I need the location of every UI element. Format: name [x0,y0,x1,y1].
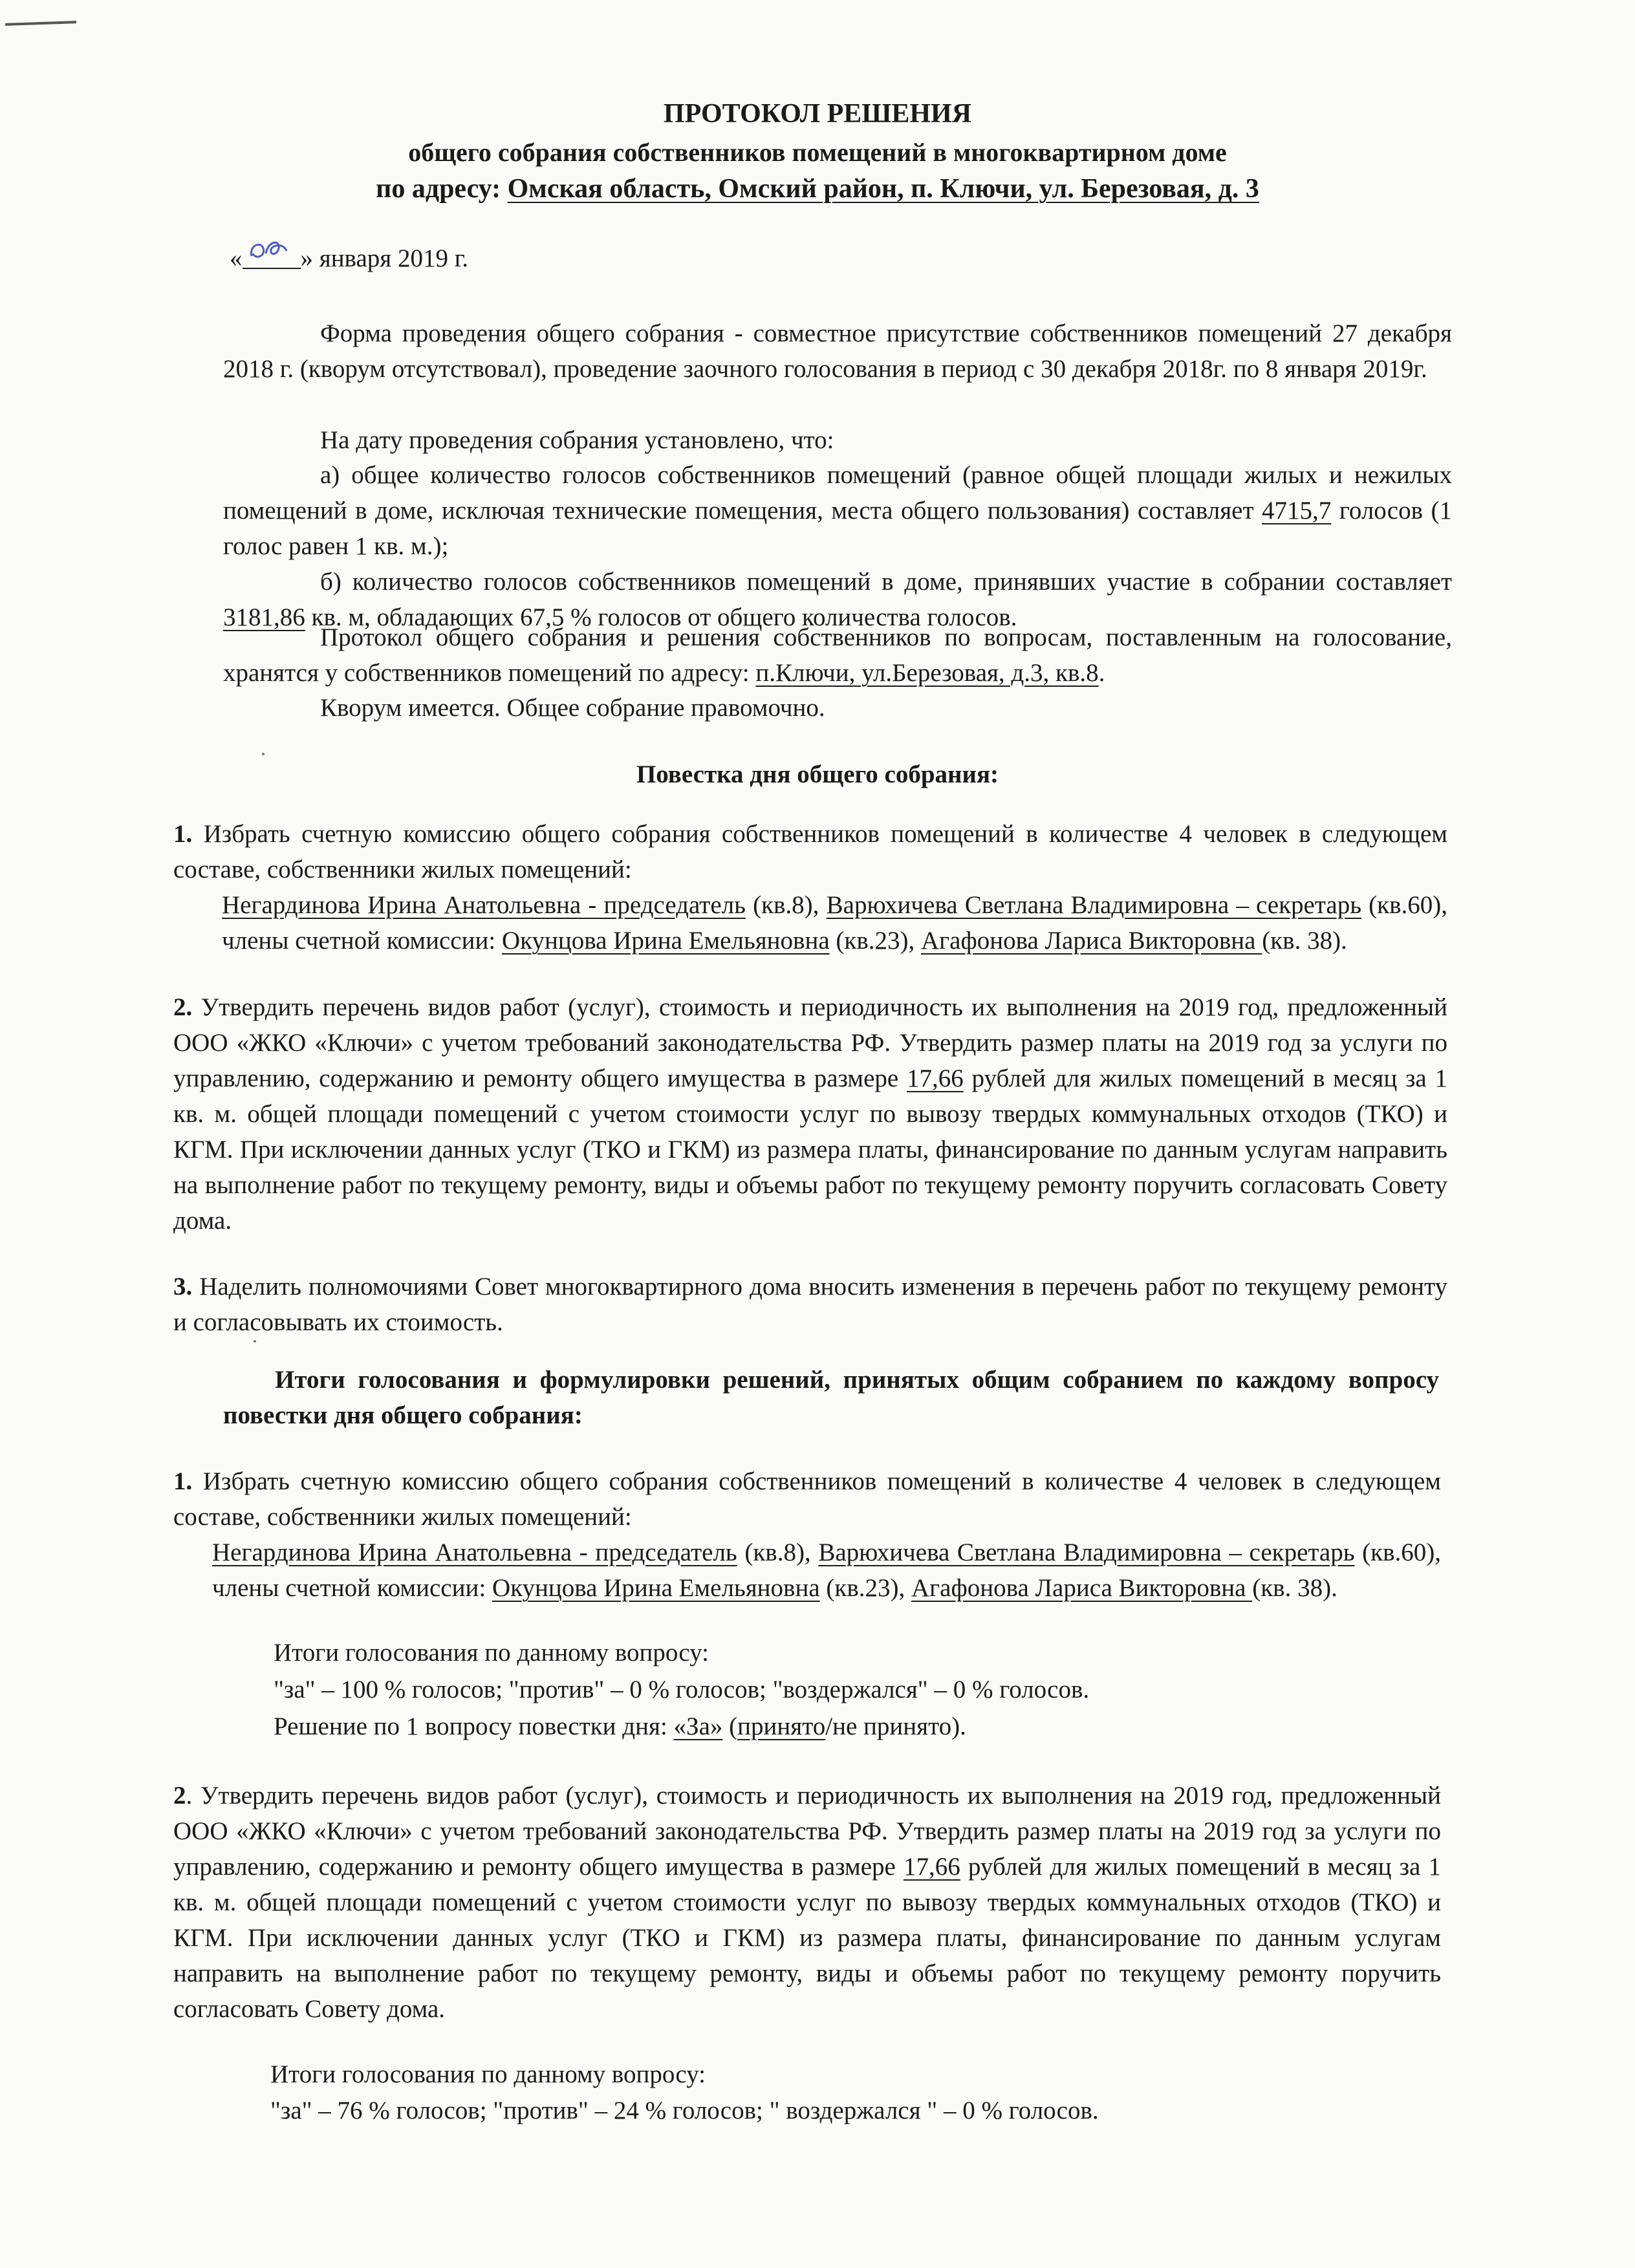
result-commission-chair-apt: (кв.8), [737,1539,819,1566]
intro-paragraph-2 [223,422,1452,458]
scan-dot [254,1340,256,1343]
agenda-item-2-number: 2. [173,993,193,1021]
commission-chair: Негардинова Ирина Анатольевна - председатель [222,891,746,919]
agenda-item-3-number: 3. [173,1273,193,1301]
commission-member-2-apt: (кв. 38). [1262,927,1347,955]
result-commission-secretary: Варюхичева Светлана Владимировна – секретарь [818,1539,1355,1566]
intro-a-text [223,457,1452,564]
result-item-2-text-2: рублей для жилых помещений в месяц за 1 кв. м. общей площади помещений с учетом стоимости услуг по вывозу твердых коммунальных отходов (ТКО) и КГМ. При исключении данных услуг (ТКО и ГКМ) из размера платы, финансирование по данным услугам направить на выполнение работ по текущему ремонту, виды и объемы работ по текущему ремонту поручить согласовать Совету дома. [173,1853,1442,2023]
date-quote-close: » [300,244,313,272]
intro-p3-text [223,620,1452,691]
intro-p3-part2: . [1098,659,1105,687]
agenda-item-1-number: 1. [173,820,193,848]
result-item-1 [173,1463,1441,1535]
intro-item-a [223,457,1452,564]
address-prefix: по адресу: [376,174,508,204]
document-address [0,172,1635,206]
result-item-1-commission [212,1535,1441,1606]
intro-p1-text: Форма проведения общего собрания - совместное присутствие собственников помещений 27 декабря 2018 г. (кворум отсутствовал), проведение заочного голосования в период с 30 декабря 2018г. по 8 января 2019г. [223,319,1452,383]
result-commission-member-2-apt: (кв. 38). [1252,1574,1337,1602]
intro-p3-part1: Протокол общего собрания и решения собственников по вопросам, поставленным на голосование, хранятся у собственников помещений по адресу: [223,623,1452,687]
participating-area: 3181,86 [223,603,305,631]
result-1-tally: "за" – 100 % голосов; "против" – 0 % голосов; "воздержался" – 0 % голосов. [274,1676,1090,1703]
handwritten-day-icon [246,234,298,266]
results-heading [223,1362,1439,1433]
intro-paragraph-3 [223,620,1452,691]
result-commission-member-1-apt: (кв.23), [819,1574,911,1602]
result-1-decision-label: Решение по 1 вопросу повестки дня: [274,1712,674,1740]
agenda-item-1-commission [222,887,1447,958]
result-2-tally: "за" – 76 % голосов; "против" – 24 % голосов; " воздержался " – 0 % голосов. [270,2097,1099,2124]
result-fee-amount: 17,66 [904,1853,960,1881]
agenda-item-2 [173,989,1447,1238]
result-item-2 [173,1778,1441,2027]
commission-secretary: Варюхичева Светлана Владимировна – секретарь [826,891,1361,919]
intro-p2-text: На дату проведения собрания установлено, что: [320,426,834,454]
result-1-decision-vote: «За» [673,1712,723,1740]
result-commission-member-1: Окунцова Ирина Емельяновна [492,1574,820,1602]
document-subtitle: общего собрания собственников помещений в многоквартирном доме [408,138,1227,167]
commission-member-2: Агафонова Лариса Викторовна [920,927,1262,955]
agenda-item-2-text-2: рублей для жилых помещений в месяц за 1 кв. м. общей площади помещений с учетом стоимости услуг по вывозу твердых коммунальных отходов (ТКО) и КГМ. При исключении данных услуг (ТКО и ГКМ) из размера платы, финансирование по данным услугам направить на выполнение работ по текущему ремонту, виды и объемы работ по текущему ремонту поручить согласовать Совету дома. [173,1064,1448,1235]
result-commission-member-2: Агафонова Лариса Викторовна [911,1574,1253,1602]
address-value: Омская область, Омский район, п. Ключи, ул. Березовая, д. 3 [507,174,1259,204]
agenda-heading: Повестка дня общего собрания: [636,761,999,788]
commission-chair-apt: (кв.8), [745,891,827,919]
result-commission-chair: Негардинова Ирина Анатольевна - председатель [212,1539,737,1566]
intro-a-part2: голосов (1 голос равен 1 кв. м.); [223,497,1453,560]
result-1-decision-accepted: принято [737,1712,826,1740]
result-1-decision [274,1709,1438,1744]
agenda-item-2-text-1: Утвердить перечень видов работ (услуг), стоимость и периодичность их выполнения на 2019 год, предложенный ООО «ЖКО «Ключи» с учетом требований законодательства РФ. Утвердить размер платы на 2019 год за услуги по управлению, содержанию и ремонту общего имущества в размере [173,993,1447,1092]
result-item-2-number: 2 [173,1782,186,1809]
protocol-date [230,241,468,276]
result-1-tally-label: Итоги голосования по данному вопросу: [274,1639,709,1667]
agenda-item-1 [173,816,1447,887]
commission-member-1: Окунцова Ирина Емельяновна [501,927,830,955]
results-heading-text: Итоги голосования и формулировки решений, принятых общим собранием по каждому вопросу повестки дня общего собрания: [223,1366,1439,1429]
intro-a-part1: а) общее количество голосов собственников помещений (равное общей площади жилых и нежилых помещений в доме, исключая технические помещения, места общего пользования) составляет [223,461,1452,524]
result-item-1-text: Избрать счетную комиссию общего собрания собственников помещений в количестве 4 человек в следующем составе, собственники жилых помещений: [173,1467,1441,1531]
intro-paragraph-1 [223,316,1452,387]
date-quote-open: « [230,244,243,272]
agenda-fee-amount: 17,66 [907,1064,964,1092]
date-rest: января 2019 г. [313,244,469,272]
intro-paragraph-4 [223,690,1452,726]
agenda-item-3-text: Наделить полномочиями Совет многоквартирного дома вносить изменения в перечень работ по текущему ремонту и согласовывать их стоимость. [173,1273,1447,1336]
storage-address: п.Ключи, ул.Березовая, д.3, кв.8 [755,659,1099,687]
scan-mark [5,21,76,26]
result-item-1-number: 1. [173,1467,193,1495]
commission-member-1-apt: (кв.23), [829,927,921,955]
agenda-item-1-text: Избрать счетную комиссию общего собрания собственников помещений в количестве 4 человек в следующем составе, собственники жилых помещений: [173,820,1447,883]
result-2-tally-label: Итоги голосования по данному вопросу: [270,2060,706,2088]
result-item-2-text-1: . Утвердить перечень видов работ (услуг), стоимость и периодичность их выполнения на 2019 год, предложенный ООО «ЖКО «Ключи» с учетом требований законодательства РФ. Утвердить размер платы на 2019 год за услуги по управлению, содержанию и ремонту общего имущества в размере [173,1782,1441,1881]
result-1-decision-rest: /не принято). [825,1712,966,1740]
agenda-item-3 [173,1269,1447,1340]
document-title: ПРОТОКОЛ РЕШЕНИЯ [663,99,972,129]
result-commission-secretary-apt: (кв.60), члены счетной комиссии: [212,1539,1442,1602]
intro-b-part1: б) количество голосов собственников помещений в доме, принявших участие в собрании составляет [320,568,1452,596]
result-1-decision-paren: ( [722,1712,738,1740]
commission-secretary-apt: (кв.60), члены счетной комиссии: [222,891,1448,955]
handwritten-day [243,242,301,269]
intro-b-part2: кв. м, обладающих 67,5 % голосов от общего количества голосов. [305,603,1017,631]
scan-dot [262,753,265,755]
quorum-text: Кворум имеется. Общее собрание правомочно. [320,694,825,722]
total-votes: 4715,7 [1262,497,1332,524]
